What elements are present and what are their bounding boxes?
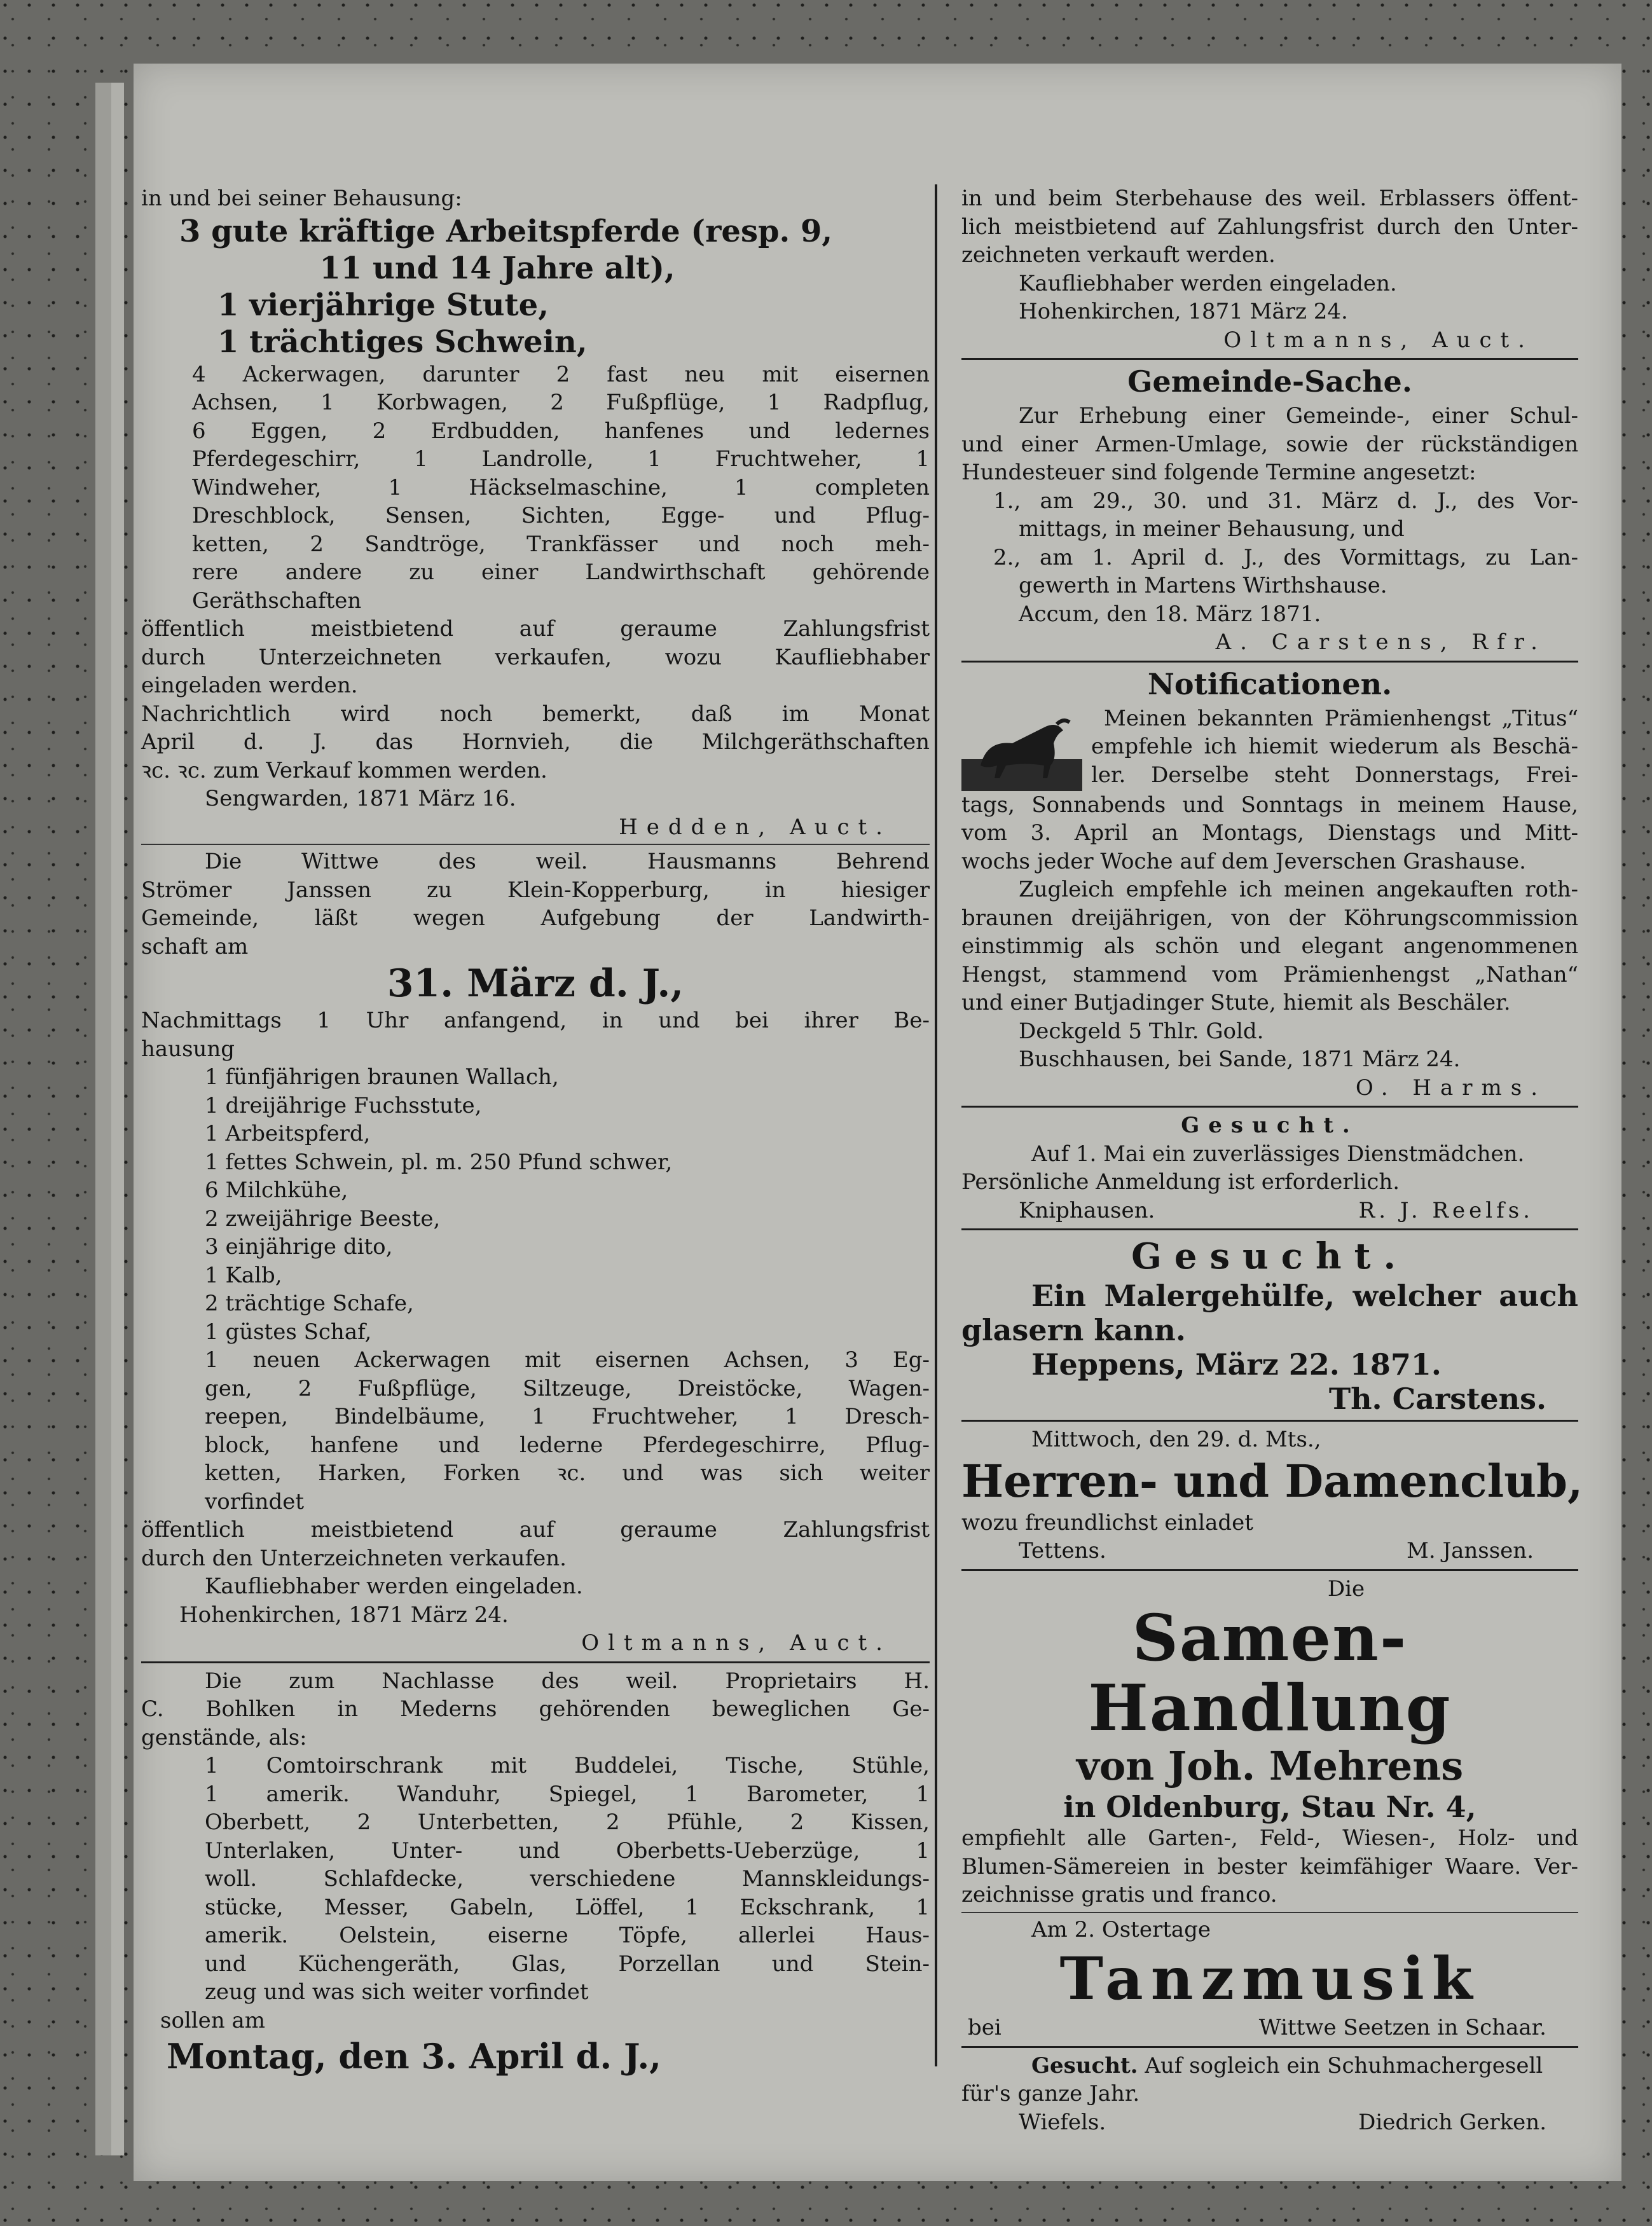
signature: M. Janssen. bbox=[1407, 1538, 1534, 1563]
ad-line: Auf 1. Mai ein zuverlässiges Dienstmädchen. bbox=[1031, 1141, 1525, 1167]
ad-line: für's ganze Jahr. bbox=[961, 2081, 1140, 2106]
item-line: gen, 2 Fußpflüge, Siltzeuge, Dreistöcke, Wagen- bbox=[205, 1375, 930, 1401]
term-line: gewerth in Martens Wirthshause. bbox=[1019, 573, 1387, 598]
place-date: Heppens, März 22. 1871. bbox=[1031, 1347, 1442, 1382]
separator bbox=[961, 661, 1578, 663]
auction-date: 31. März d. J., bbox=[387, 961, 684, 1006]
term-line: 2., am 1. April d. J., des Vormittags, zu Lan- bbox=[993, 544, 1578, 570]
items-block bbox=[141, 1063, 930, 1516]
invite-line: Kaufliebhaber werden eingeladen. bbox=[1019, 270, 1397, 296]
items-block bbox=[141, 1752, 930, 2007]
separator bbox=[961, 1106, 1578, 1108]
ad-line: Persönliche Anmeldung ist erforderlich. bbox=[961, 1169, 1400, 1195]
auction-ad-sengwarden bbox=[141, 184, 930, 841]
page-edge bbox=[111, 83, 124, 2155]
ad-line: Ein Malergehülfe, welcher auch bbox=[1031, 1279, 1578, 1313]
item-line: 6 Milchkühe, bbox=[205, 1178, 348, 1203]
notification-ad bbox=[961, 666, 1578, 1103]
item-line: 1 Arbeitspferd, bbox=[205, 1121, 371, 1146]
place-date: Hohenkirchen, 1871 März 24. bbox=[1019, 299, 1348, 324]
club-ad bbox=[961, 1426, 1583, 1565]
seed-shop-ad bbox=[961, 1575, 1578, 1909]
sollen-line: sollen am bbox=[160, 2007, 266, 2033]
wanted-maid-ad bbox=[961, 1111, 1578, 1225]
place: Wiefels. bbox=[1019, 2109, 1106, 2135]
time-line: Nachmittags 1 Uhr anfangend, in und bei ihrer Be- bbox=[141, 1008, 930, 1033]
ad-intro-line: Gemeinde, läßt wegen Aufgebung der Landwirth- bbox=[141, 905, 930, 931]
item-line: 1 neuen Ackerwagen mit eisernen Achsen, 3 Eg- bbox=[205, 1347, 930, 1373]
ad-footer bbox=[961, 2108, 1578, 2137]
sale-line: eingeladen werden. bbox=[141, 673, 358, 698]
dance-ad bbox=[961, 1916, 1578, 2042]
pig-line: 1 trächtiges Schwein, bbox=[217, 324, 588, 360]
signature: Oltmanns, Auct. bbox=[581, 1630, 891, 1656]
item-line: 4 Ackerwagen, darunter 2 fast neu mit eisernen bbox=[192, 361, 930, 387]
item-line: vorfindet bbox=[205, 1488, 305, 1515]
section-heading: Notificationen. bbox=[1147, 666, 1393, 701]
item-line: 2 zweijährige Beeste, bbox=[205, 1206, 441, 1232]
auction-date: Montag, den 3. April d. J., bbox=[167, 2036, 661, 2077]
sale-line: durch den Unterzeichneten verkaufen. bbox=[141, 1545, 567, 1571]
right-column bbox=[961, 184, 1583, 2136]
ad-line: zeichneten verkauft werden. bbox=[961, 242, 1276, 268]
item-line: Unterlaken, Unter- und Oberbetts-Ueberzüge, 1 bbox=[205, 1838, 930, 1864]
item-line: amerik. Oelstein, eiserne Töpfe, allerlei Haus- bbox=[205, 1923, 930, 1948]
item-line: ketten, Harken, Forken ꝛc. und was sich weiter bbox=[205, 1460, 930, 1486]
item-line: 1 fünfjährigen braunen Wallach, bbox=[205, 1064, 559, 1090]
ad-footer bbox=[961, 2014, 1578, 2042]
club-date: Mittwoch, den 29. d. Mts., bbox=[1031, 1427, 1321, 1452]
wanted-painter-ad bbox=[961, 1234, 1578, 1416]
ad-prefix: Die bbox=[1327, 1576, 1365, 1602]
dance-title: Tanzmusik bbox=[1059, 1944, 1480, 2013]
bei-label: bei bbox=[968, 2015, 1002, 2040]
dance-date: Am 2. Ostertage bbox=[1031, 1916, 1211, 1942]
separator bbox=[141, 1661, 930, 1663]
notice-line: empfehle ich hiemit wiederum als Beschä- bbox=[1091, 734, 1578, 759]
item-line: rere andere zu einer Landwirthschaft gehörende bbox=[192, 560, 930, 585]
ad-line: lich meistbietend auf Zahlungsfrist durch den Unter- bbox=[961, 214, 1578, 240]
time-line: hausung bbox=[141, 1036, 235, 1062]
club-title: Herren- und Damenclub, bbox=[961, 1454, 1583, 1508]
item-line: 2 trächtige Schafe, bbox=[205, 1291, 414, 1316]
note-line: Nachrichtlich wird noch bemerkt, daß im Monat bbox=[141, 701, 930, 727]
item-line: Pferdegeschirr, 1 Landrolle, 1 Fruchtweher, 1 bbox=[192, 446, 930, 472]
term-line: mittags, in meiner Behausung, und bbox=[1019, 516, 1405, 542]
separator bbox=[961, 1912, 1578, 1913]
item-line: stücke, Messer, Gabeln, Löffel, 1 Eckschrank, 1 bbox=[205, 1894, 930, 1920]
invite-line: Kaufliebhaber werden eingeladen. bbox=[205, 1574, 583, 1599]
ad-intro-line: schaft am bbox=[141, 933, 249, 959]
item-line: 1 dreijährige Fuchsstute, bbox=[205, 1092, 482, 1118]
wanted-text: Auf sogleich ein Schuhmachergesell bbox=[1145, 2052, 1543, 2078]
horses-line: 3 gute kräftige Arbeitspferde (resp. 9, bbox=[179, 213, 833, 249]
separator bbox=[961, 358, 1578, 360]
item-line: 1 Comtoirschrank mit Buddelei, Tische, Stühle, bbox=[205, 1753, 930, 1778]
item-line: block, hanfene und lederne Pferdegeschirre, Pflug- bbox=[205, 1432, 930, 1458]
horses-ages: 11 und 14 Jahre alt), bbox=[319, 250, 675, 286]
item-line: 1 güstes Schaf, bbox=[205, 1319, 372, 1345]
wanted-heading: Gesucht. bbox=[1181, 1113, 1359, 1138]
signature: Diedrich Gerken. bbox=[1358, 2109, 1546, 2135]
item-line: reepen, Bindelbäume, 1 Fruchtweher, 1 Dresch- bbox=[205, 1404, 930, 1429]
item-line: 1 Kalb, bbox=[205, 1262, 282, 1288]
note-line: April d. J. das Hornvieh, die Milchgeräthschaften bbox=[141, 729, 930, 755]
place-date: Hohenkirchen, 1871 März 24. bbox=[179, 1602, 509, 1628]
ad-line: in und beim Sterbehause des weil. Erblassers öffent- bbox=[961, 186, 1578, 211]
separator bbox=[961, 1420, 1578, 1422]
ad-line: glasern kann. bbox=[961, 1313, 1186, 1347]
ad-intro: in und bei seiner Behausung: bbox=[141, 186, 462, 211]
notice-line: Hundesteuer sind folgende Termine angesetzt: bbox=[961, 460, 1476, 485]
notice-line: einstimmig als schön und elegant angenommenen bbox=[961, 933, 1578, 959]
fee-line: Deckgeld 5 Thlr. Gold. bbox=[1019, 1018, 1264, 1044]
item-line: Dreschblock, Sensen, Sichten, Egge- und Pflug- bbox=[192, 503, 930, 528]
ad-intro-line: genstände, als: bbox=[141, 1724, 307, 1750]
notice-text bbox=[1091, 704, 1578, 790]
item-line: ketten, 2 Sandtröge, Trankfässer und noch meh- bbox=[192, 531, 930, 557]
item-line: 1 amerik. Wanduhr, Spiegel, 1 Barometer, 1 bbox=[205, 1781, 930, 1807]
signature: Hedden, Auct. bbox=[619, 814, 891, 840]
ad-intro-line: Strömer Janssen zu Klein-Kopperburg, in hiesiger bbox=[141, 877, 930, 903]
item-line: woll. Schlafdecke, verschiedene Mannskleidungs- bbox=[205, 1866, 930, 1892]
notice-line: Hengst, stammend vom Prämienhengst „Nathan“ bbox=[961, 961, 1578, 987]
term-line: 1., am 29., 30. und 31. März d. J., des Vor- bbox=[993, 488, 1578, 514]
ad-line: zeichnisse gratis und franco. bbox=[961, 1882, 1277, 1907]
auction-ad-hohenkirchen bbox=[961, 184, 1578, 354]
sale-line: öffentlich meistbietend auf geraume Zahlungsfrist bbox=[141, 1517, 930, 1542]
ad-intro-line: Die Wittwe des weil. Hausmanns Behrend bbox=[205, 849, 930, 874]
item-line: 3 einjährige dito, bbox=[205, 1234, 393, 1260]
horse-notice bbox=[961, 704, 1578, 791]
wanted-shoemaker-ad bbox=[961, 2052, 1578, 2137]
ad-line: empfiehlt alle Garten-, Feld-, Wiesen-, Holz- und bbox=[961, 1825, 1578, 1851]
notice-line: braunen dreijährigen, von der Köhrungscommission bbox=[961, 905, 1578, 931]
item-line: Geräthschaften bbox=[192, 587, 362, 614]
shop-owner: von Joh. Mehrens bbox=[1076, 1743, 1464, 1789]
sale-line: öffentlich meistbietend auf geraume Zahlungsfrist bbox=[141, 616, 930, 642]
notice-line: tags, Sonnabends und Sonntags in meinem Hause, bbox=[961, 792, 1578, 818]
notice-line: wochs jeder Woche auf dem Jeverschen Grashause. bbox=[961, 848, 1526, 874]
auction-ad-kopperburg bbox=[141, 848, 930, 1658]
gemeinde-notice bbox=[961, 364, 1578, 657]
items-block bbox=[141, 361, 930, 615]
ad-footer bbox=[961, 1537, 1578, 1565]
separator bbox=[961, 2046, 1578, 2048]
note-line: ꝛc. ꝛc. zum Verkauf kommen werden. bbox=[141, 757, 547, 783]
wanted-label: Gesucht. bbox=[1031, 2052, 1138, 2078]
ad-intro-line: C. Bohlken in Mederns gehörenden beweglichen Ge- bbox=[141, 1696, 930, 1722]
item-line: 6 Eggen, 2 Erdbudden, hanfenes und ledernes bbox=[192, 418, 930, 444]
notice-line: und einer Armen-Umlage, sowie der rückständigen bbox=[961, 431, 1578, 457]
signature: Th. Carstens. bbox=[1328, 1382, 1546, 1416]
notice-line: Meinen bekannten Prämienhengst „Titus“ bbox=[1104, 705, 1578, 731]
ad-footer bbox=[961, 1197, 1578, 1225]
item-line: Windweher, 1 Häckselmaschine, 1 completen bbox=[192, 474, 930, 500]
ad-line: Blumen-Sämereien in bester keimfähiger Waare. Ver- bbox=[961, 1853, 1578, 1879]
place: Kniphausen. bbox=[1019, 1197, 1155, 1223]
place-date: Accum, den 18. März 1871. bbox=[1019, 601, 1321, 627]
item-line: Oberbett, 2 Unterbetten, 2 Pfühle, 2 Kissen, bbox=[205, 1810, 930, 1835]
item-line: 1 fettes Schwein, pl. m. 250 Pfund schwer, bbox=[205, 1149, 673, 1175]
separator bbox=[961, 1228, 1578, 1230]
place: Tettens. bbox=[1019, 1538, 1106, 1563]
notice-line: Zugleich empfehle ich meinen angekauften roth- bbox=[1019, 877, 1578, 902]
ad-intro-line: Die zum Nachlasse des weil. Proprietairs H. bbox=[205, 1668, 930, 1694]
left-column bbox=[141, 184, 930, 2078]
signature: Oltmanns, Auct. bbox=[1223, 327, 1534, 353]
notice-line: ler. Derselbe steht Donnerstags, Frei- bbox=[1091, 762, 1578, 788]
item-line: Achsen, 1 Korbwagen, 2 Fußpflüge, 1 Radpflug, bbox=[192, 390, 930, 415]
section-heading: Gemeinde-Sache. bbox=[1127, 364, 1412, 399]
separator bbox=[961, 1569, 1578, 1571]
invite-line: wozu freundlichst einladet bbox=[961, 1509, 1253, 1536]
horse-icon bbox=[961, 715, 1082, 791]
sale-line: durch Unterzeichneten verkaufen, wozu Kaufliebhaber bbox=[141, 644, 930, 670]
mare-line: 1 vierjährige Stute, bbox=[217, 287, 549, 323]
ad-line bbox=[961, 2052, 1578, 2080]
shop-location: in Oldenburg, Stau Nr. 4, bbox=[1063, 1790, 1476, 1824]
separator bbox=[141, 844, 930, 845]
item-line: zeug und was sich weiter vorfindet bbox=[205, 1979, 589, 2005]
place-date: Sengwarden, 1871 März 16. bbox=[205, 786, 516, 811]
item-line: und Küchengeräth, Glas, Porzellan und Stein- bbox=[205, 1951, 930, 1977]
notice-line: vom 3. April an Montags, Dienstags und Mitt- bbox=[961, 820, 1578, 846]
shop-title: Samen-Handlung bbox=[1088, 1600, 1452, 1745]
signature: O. Harms. bbox=[1355, 1075, 1546, 1101]
place-date: Buschhausen, bei Sande, 1871 März 24. bbox=[1019, 1047, 1461, 1072]
notice-line: und einer Butjadinger Stute, hiemit als Beschäler. bbox=[961, 990, 1511, 1015]
estate-ad-mederns bbox=[141, 1667, 930, 2078]
signature: R. J. Reelfs. bbox=[1358, 1197, 1534, 1223]
column-divider bbox=[935, 184, 937, 2066]
wanted-heading: Gesucht. bbox=[1131, 1235, 1408, 1277]
signature: A. Carstens, Rfr. bbox=[1215, 629, 1546, 655]
notice-line: Zur Erhebung einer Gemeinde-, einer Schul- bbox=[1019, 403, 1578, 429]
venue: Wittwe Seetzen in Schaar. bbox=[1258, 2015, 1546, 2040]
